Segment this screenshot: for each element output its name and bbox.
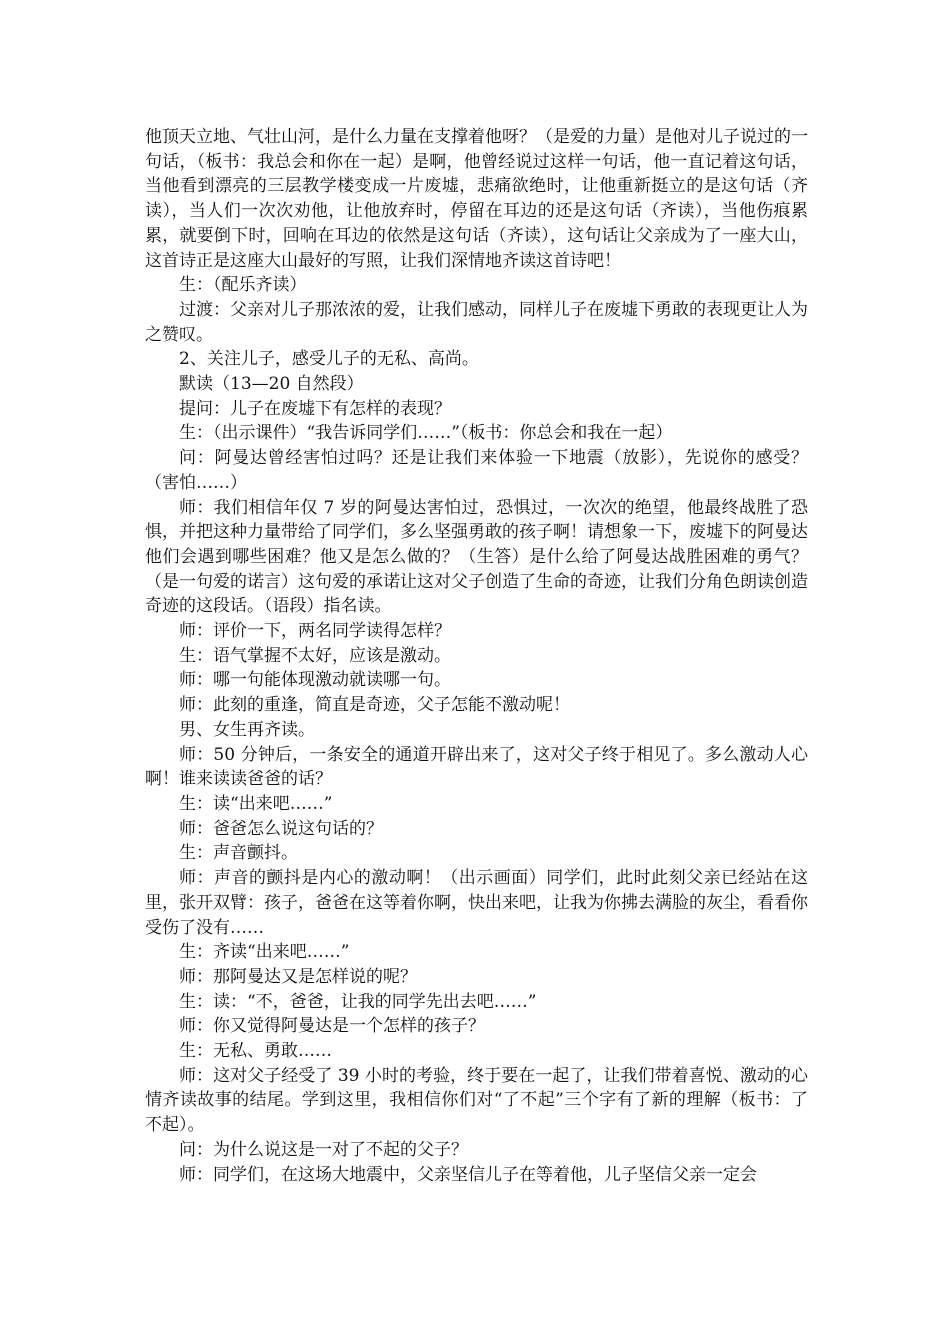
paragraph-5: 默读（13—20 自然段） <box>179 374 364 395</box>
paragraph-23: 师：你又觉得阿曼达是一个怎样的孩子？ <box>179 1016 485 1037</box>
paragraph-19: 师：声音的颤抖是内心的激动啊！（出示画面）同学们，此时此刻父亲已经站在这里，张开双臂：孩子，爸爸在这等着你啊，快出来吧，让我为你拂去满脸的灰尘，看看你受伤了没有…… <box>145 868 808 938</box>
paragraph-6: 提问：儿子在废墟下有怎样的表现？ <box>179 398 451 419</box>
paragraph-9: 师：我们相信年仅 7 岁的阿曼达害怕过，恐惧过，一次次的绝望，他最终战胜了恐惧，并把这种力量带给了同学们，多么坚强勇敢的孩子啊！请想象一下，废墟下的阿曼达他们会遇到哪些困难？他又是怎么做的？（生答）是什么给了阿曼达战胜困难的勇气？（是一句爱的诺言）这句爱的承诺让这对父子创造了生命的奇迹，让我们分角色朗读创造奇迹的这段话。（语段）指名读。 <box>145 497 808 617</box>
paragraph-4: 2、关注儿子，感受儿子的无私、高尚。 <box>179 349 479 370</box>
paragraph-21: 师：那阿曼达又是怎样说的呢？ <box>179 966 417 987</box>
paragraph-1: 他顶天立地、气壮山河，是什么力量在支撑着他呀？（是爱的力量）是他对儿子说过的一句话，（板书：我总会和你在一起）是啊，他曾经说过这样一句话，他一直记着这句话，当他看到漂亮的三层教学楼变成一片废墟，悲痛欲绝时，让他重新挺立的是这句话（齐读），当人们一次次劝他，让他放弃时，停留在耳边的还是这句话（齐读），当他伤痕累累，就要倒下时，回响在耳边的依然是这句话（齐读），这句话让父亲成为了一座大山，这首诗正是这座大山最好的写照，让我们深情地齐读这首诗吧！ <box>145 127 808 271</box>
document-page <box>145 125 808 1187</box>
paragraph-24: 生：无私、勇敢…… <box>179 1041 332 1062</box>
paragraph-17: 师：爸爸怎么说这句话的？ <box>179 818 383 839</box>
paragraph-22: 生：读：“不，爸爸，让我的同学先出去吧……” <box>179 991 537 1012</box>
paragraph-12: 师：哪一句能体现激动就读哪一句。 <box>179 670 451 691</box>
paragraph-13: 师：此刻的重逢，简直是奇迹，父子怎能不激动呢！ <box>179 695 570 716</box>
paragraph-3: 过渡：父亲对儿子那浓浓的爱，让我们感动，同样儿子在废墟下勇敢的表现更让人为之赞叹。 <box>145 299 808 345</box>
paragraph-14: 男、女生再齐读。 <box>179 719 315 740</box>
paragraph-8: 问：阿曼达曾经害怕过吗？还是让我们来体验一下地震（放影），先说你的感受？（害怕……） <box>145 448 808 493</box>
paragraph-16: 生：读“出来吧……” <box>179 793 333 814</box>
paragraph-26: 问：为什么说这是一对了不起的父子？ <box>179 1139 468 1160</box>
paragraph-2: 生：（配乐齐读） <box>179 275 307 296</box>
paragraph-18: 生：声音颤抖。 <box>179 843 298 864</box>
paragraph-7: 生：（出示课件）“我告诉同学们……”（板书：你总会和我在一起） <box>179 423 673 444</box>
paragraph-25: 师：这对父子经受了 39 小时的考验，终于要在一起了，让我们带着喜悦、激动的心情齐读故事的结尾。学到这里，我相信你们对“了不起”三个字有了新的理解（板书：了不起）。 <box>145 1065 808 1136</box>
paragraph-27: 师：同学们，在这场大地震中，父亲坚信儿子在等着他，儿子坚信父亲一定会 <box>179 1164 757 1185</box>
paragraph-10: 师：评价一下，两名同学读得怎样？ <box>179 621 451 642</box>
paragraph-20: 生：齐读“出来吧……” <box>179 942 350 963</box>
paragraph-15: 师：50 分钟后，一条安全的通道开辟出来了，这对父子终于相见了。多么激动人心啊！谁来读读爸爸的话？ <box>145 744 808 790</box>
paragraph-11: 生：语气掌握不太好，应该是激动。 <box>179 645 451 666</box>
